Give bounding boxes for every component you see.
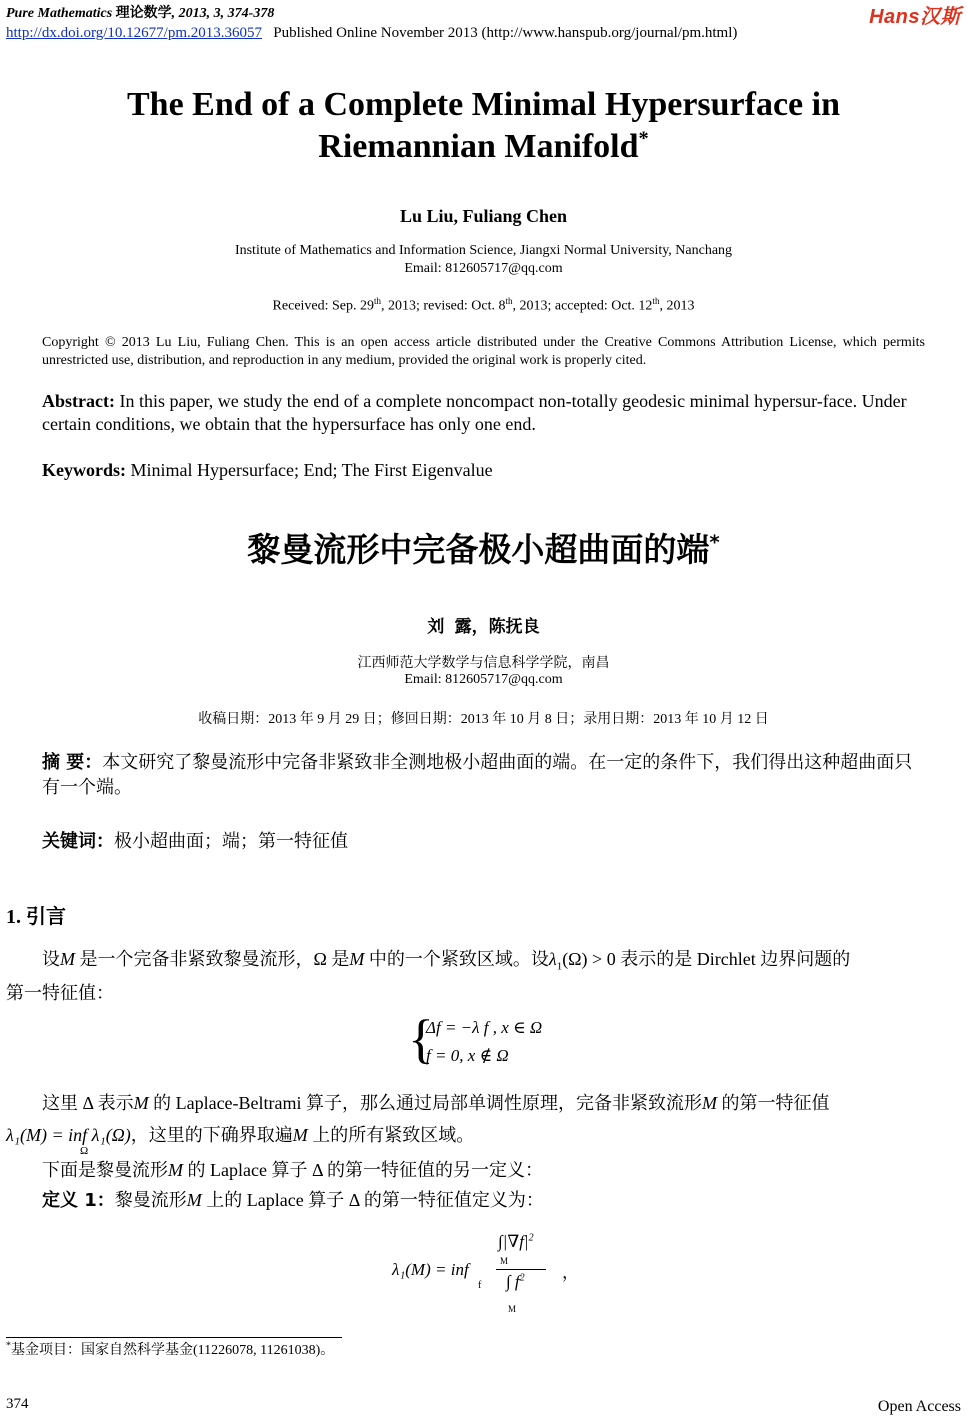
abstract-text: In this paper, we study the end of a complete noncompact non-totally geodesic minimal hypersur-face. Under certain conditions, we obtain that the hypersurface has only one end.: [42, 391, 907, 434]
inf-subscript: Ω: [80, 1145, 89, 1157]
open-access-label: Open Access: [877, 1398, 961, 1415]
paragraph-3: 下面是黎曼流形M 的 Laplace 算子 Δ 的第一特征值的另一定义：: [42, 1160, 544, 1180]
section-heading: 1. 引言: [6, 904, 66, 928]
doi-link[interactable]: http://dx.doi.org/10.12677/pm.2013.36057: [6, 25, 262, 41]
paper-title-en: [0, 84, 967, 168]
abstract-cn-label: 摘 要：: [42, 752, 103, 773]
keywords-label: Keywords:: [42, 460, 126, 480]
paragraph-2-cont: λ₁(M) = inf λ₁(Ω)，这里的下确界取遍M 上的所有紧致区域。: [6, 1125, 475, 1145]
abstract-en: [42, 390, 925, 436]
eq2-numerator: $\int|\nabla f|^2$: [498, 1232, 534, 1251]
paragraph-1-cont: 第一特征值：: [6, 983, 114, 1003]
journal-header: [6, 2, 274, 22]
received-dates-cn: 收稿日期：2013 年 9 月 29 日；修回日期：2013 年 10 月 8 日；录用日期：2013 年 10 月 12 日: [198, 712, 769, 727]
keywords-cn-text: 极小超曲面；端；第一特征值: [114, 831, 348, 851]
page-number: 374: [6, 1396, 29, 1412]
doi-line: [6, 25, 737, 42]
affiliation-en: Institute of Mathematics and Information Science, Jiangxi Normal University, Nanchang: [234, 243, 733, 258]
hans-logo: Hans汉斯: [869, 6, 961, 28]
published-info: Published Online November 2013 (http://www.hanspub.org/journal/pm.html): [273, 25, 738, 41]
email-en: Email: 812605717@qq.com: [404, 261, 563, 276]
abstract-cn: [42, 750, 925, 799]
definition-1: 定义 1：黎曼流形M 上的 Laplace 算子 Δ 的第一特征值定义为：: [42, 1190, 544, 1211]
title-footnote-mark: *: [638, 127, 649, 150]
email-cn: Email: 812605717@qq.com: [404, 672, 563, 687]
inf-formula: λ₁(M) = inf λ₁(Ω): [6, 1125, 131, 1145]
eq2-den-sub: M: [508, 1304, 517, 1314]
eq2-num-sub: M: [500, 1256, 509, 1266]
keywords-text: Minimal Hypersurface; End; The First Eigenvalue: [126, 460, 493, 480]
eq2-lhs: λ₁(M) = inf: [392, 1260, 469, 1279]
keywords-en: [42, 459, 925, 482]
eq1-line1: Δf = −λ f , x ∈ Ω: [426, 1018, 543, 1037]
eq2-inf-sub: f: [478, 1280, 482, 1291]
affiliation-cn: 江西师范大学数学与信息科学学院，南昌: [357, 656, 610, 671]
left-brace: {: [408, 1009, 434, 1069]
journal-name: Pure Mathematics: [6, 6, 113, 21]
journal-issue: , 2013, 3, 374-378: [171, 6, 275, 21]
authors-en: Lu Liu, Fuliang Chen: [399, 206, 568, 226]
footnote: *基金项目：国家自然科学基金(11226078, 11261038)。: [6, 1340, 335, 1358]
received-dates-en: Received: Sep. 29th, 2013; revised: Oct. 8th, 2013; accepted: Oct. 12th, 2013: [272, 296, 695, 314]
footnote-rule: [6, 1337, 342, 1338]
equation-eigenvalue: [392, 1228, 592, 1318]
paragraph-1: 设M 是一个完备非紧致黎曼流形，Ω 是M 中的一个紧致区域。设$\lambda_1(\Omega) > 0$ 表示的是 Dirchlet 边界问题的: [42, 949, 851, 973]
eq1-line2: f = 0, x ∉ Ω: [426, 1046, 509, 1065]
fraction-bar: [496, 1269, 546, 1270]
title-en-line1: The End of a Complete Minimal Hypersurface in: [126, 86, 841, 123]
authors-cn: 刘 露，陈抚良: [427, 617, 540, 637]
definition-label: 定义 1：: [42, 1190, 115, 1211]
abstract-label: Abstract:: [42, 391, 115, 411]
journal-name-cn: 理论数学: [115, 6, 172, 21]
paper-title-cn: 黎曼流形中完备极小超曲面的端*: [247, 530, 720, 569]
paragraph-2: 这里 Δ 表示M 的 Laplace-Beltrami 算子，那么通过局部单调性原理，完备非紧致流形M 的第一特征值: [42, 1093, 830, 1113]
abstract-cn-text: 本文研究了黎曼流形中完备非紧致非全测地极小超曲面的端。在一定的条件下，我们得出这种超曲面只有一个端。: [42, 752, 913, 797]
keywords-cn: [42, 829, 925, 854]
eq2-comma: ，: [562, 1263, 579, 1282]
title-en-line2: Riemannian Manifold: [318, 128, 639, 165]
keywords-cn-label: 关键词：: [42, 831, 114, 852]
eq2-denominator: ∫ $f^2$: [506, 1272, 525, 1291]
copyright-notice: Copyright © 2013 Lu Liu, Fuliang Chen. This is an open access article distributed under the Creative Commons Attribution License, which permits unrestricted use, distribution, and reproduction in any medium, provided the original work is properly cited.: [42, 335, 925, 368]
